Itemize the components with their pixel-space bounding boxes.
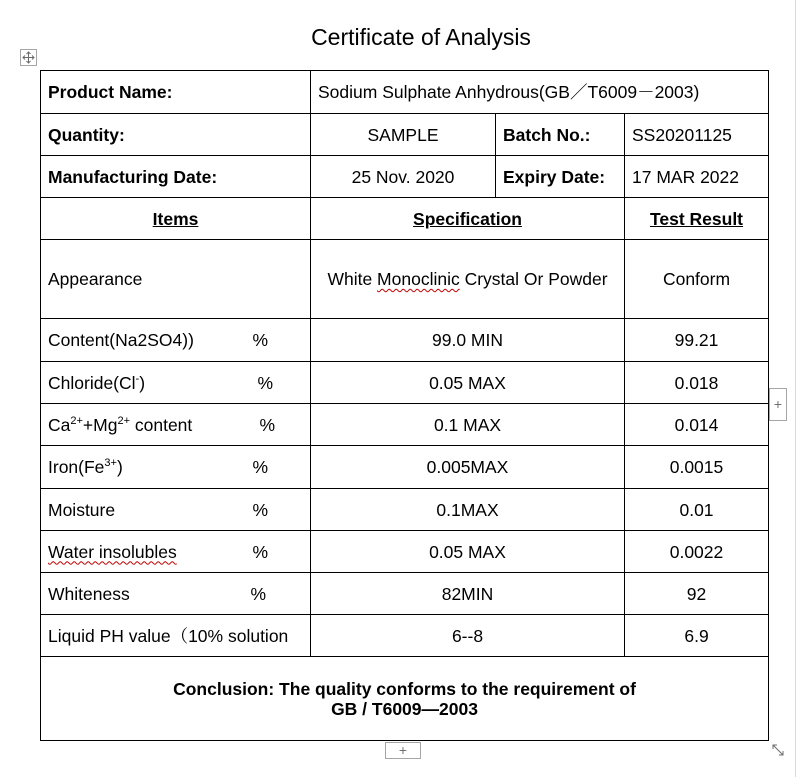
unit-label: %: [250, 583, 266, 604]
conclusion-line-2: GB / T6009—2003: [331, 698, 478, 719]
spec-value: White Monoclinic Crystal Or Powder: [327, 269, 608, 289]
header-row: [41, 198, 769, 240]
spec-cell[interactable]: 99.0 MIN: [311, 319, 625, 362]
product-label[interactable]: Product Name:: [41, 71, 311, 114]
page-right-border: [795, 0, 796, 777]
spec-cell[interactable]: 0.1MAX: [311, 489, 625, 531]
item-name: Moisture: [48, 499, 116, 520]
item-cell[interactable]: [41, 615, 311, 657]
item-name: Liquid PH value（10% solution: [48, 625, 289, 646]
spell-check-word: Monoclinic: [377, 269, 460, 289]
item-cell[interactable]: [41, 319, 311, 362]
item-name: Content(Na2SO4)): [48, 330, 194, 350]
item-cell[interactable]: [41, 573, 311, 615]
item-name: Appearance: [48, 269, 143, 289]
item-name: Water insolubles: [48, 541, 177, 562]
expiry-date-label[interactable]: Expiry Date:: [496, 156, 625, 198]
result-cell[interactable]: 92: [625, 573, 769, 615]
quantity-row: [41, 114, 769, 156]
items-header[interactable]: Items: [41, 198, 311, 240]
result-cell[interactable]: 0.018: [625, 362, 769, 404]
quantity-value[interactable]: SAMPLE: [311, 114, 496, 156]
conclusion-cell[interactable]: [41, 657, 769, 741]
manufacturing-date-label[interactable]: Manufacturing Date:: [41, 156, 311, 198]
product-row: [41, 71, 769, 114]
quantity-label[interactable]: Quantity:: [41, 114, 311, 156]
item-name: $Ca^{2+}+Mg^{2+}$ content: [48, 414, 193, 435]
item-cell[interactable]: [41, 489, 311, 531]
result-cell[interactable]: Conform: [625, 240, 769, 319]
unit-label: %: [252, 330, 268, 350]
unit-label: %: [259, 414, 275, 435]
coa-table: [40, 70, 769, 741]
result-cell[interactable]: 0.01: [625, 489, 769, 531]
spec-cell[interactable]: 0.1 MAX: [311, 404, 625, 446]
move-arrows-icon: [22, 51, 35, 64]
table-row: [41, 489, 769, 531]
date-row: [41, 156, 769, 198]
unit-label: %: [252, 499, 268, 520]
table-row: [41, 362, 769, 404]
unit-label: %: [257, 372, 273, 393]
table-row: [41, 319, 769, 362]
batch-label[interactable]: Batch No.:: [496, 114, 625, 156]
result-cell[interactable]: 99.21: [625, 319, 769, 362]
unit-label: %: [252, 457, 268, 477]
spec-cell[interactable]: 6--8: [311, 615, 625, 657]
table-row: [41, 573, 769, 615]
spec-cell[interactable]: 0.005MAX: [311, 446, 625, 489]
conclusion-line-1: Conclusion: The quality conforms to the requirement of: [173, 678, 636, 699]
table-row: [41, 240, 769, 319]
table-resize-handle[interactable]: [770, 742, 786, 758]
spec-cell[interactable]: [311, 240, 625, 319]
item-name: Chloride(Cl-): [48, 372, 146, 393]
item-cell[interactable]: [41, 531, 311, 573]
item-name: $Iron(Fe^{3+})$: [48, 457, 123, 477]
unit-label: %: [252, 541, 268, 562]
table-move-handle[interactable]: [20, 49, 37, 66]
item-cell[interactable]: [41, 404, 311, 446]
result-cell[interactable]: 6.9: [625, 615, 769, 657]
resize-diagonal-icon: [770, 742, 786, 758]
add-column-button[interactable]: +: [769, 388, 787, 421]
spec-cell[interactable]: 82MIN: [311, 573, 625, 615]
spec-cell[interactable]: 0.05 MAX: [311, 362, 625, 404]
result-cell[interactable]: 0.0022: [625, 531, 769, 573]
document-title: Certificate of Analysis: [311, 24, 531, 50]
item-cell[interactable]: [41, 240, 311, 319]
item-name: Whiteness: [48, 583, 130, 604]
batch-value[interactable]: SS20201125: [625, 114, 769, 156]
table-row: [41, 404, 769, 446]
spec-cell[interactable]: 0.05 MAX: [311, 531, 625, 573]
add-row-button[interactable]: +: [385, 742, 421, 759]
result-cell[interactable]: 0.014: [625, 404, 769, 446]
manufacturing-date-value[interactable]: 25 Nov. 2020: [311, 156, 496, 198]
result-cell[interactable]: 0.0015: [625, 446, 769, 489]
item-cell[interactable]: [41, 446, 311, 489]
expiry-date-value[interactable]: 17 MAR 2022: [625, 156, 769, 198]
conclusion-row: [41, 657, 769, 741]
product-value[interactable]: Sodium Sulphate Anhydrous(GB／T6009－2003): [311, 71, 769, 114]
table-row: [41, 615, 769, 657]
table-row: [41, 531, 769, 573]
table-row: [41, 446, 769, 489]
specification-header[interactable]: Specification: [311, 198, 625, 240]
item-cell[interactable]: [41, 362, 311, 404]
test-result-header[interactable]: Test Result: [625, 198, 769, 240]
